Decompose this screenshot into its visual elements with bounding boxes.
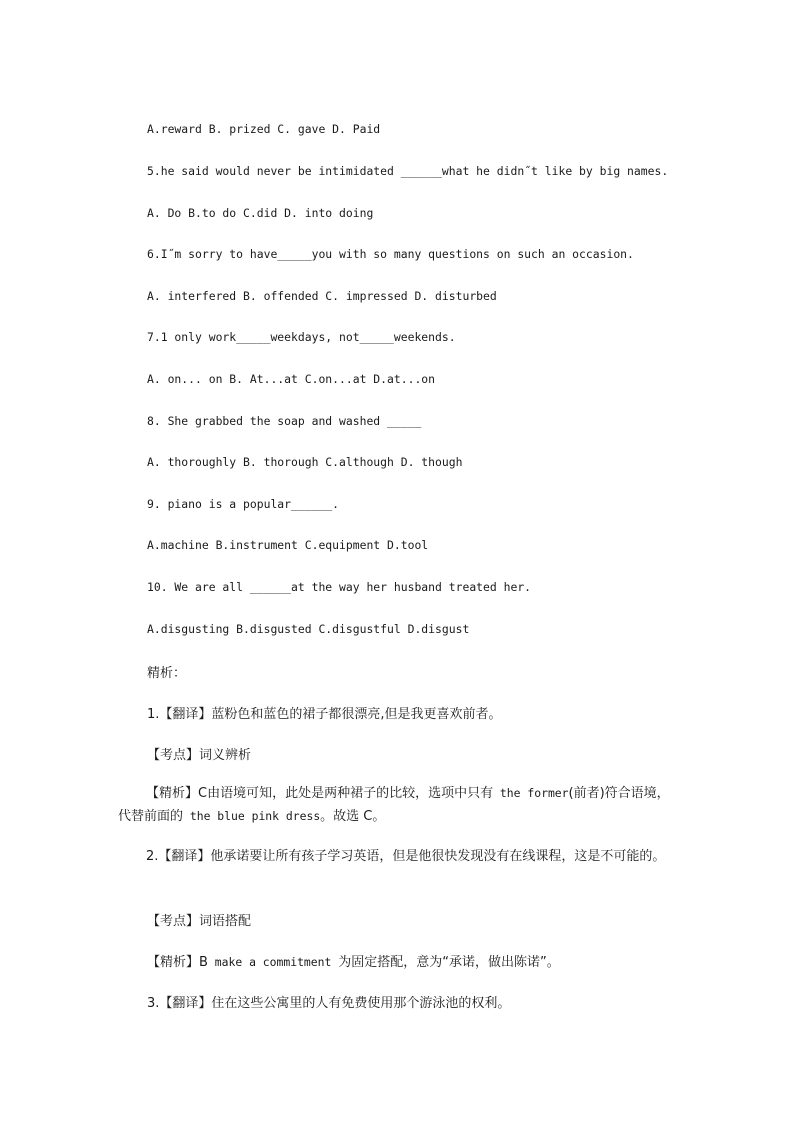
a1-detail-mid: (前者)符合语境，代替前面的 [118, 786, 670, 824]
q6-options: A. interfered B. offended C. impressed D. disturbed [147, 289, 497, 303]
q8-stem: 8. She grabbed the soap and washed _____ [147, 414, 422, 428]
q4-options: A.reward B. prized C. gave D. Paid [147, 122, 381, 136]
a2-detail-en: make a commitment [207, 955, 339, 969]
q6-stem: 6.I˝m sorry to have_____you with so many questions on such an occasion. [147, 247, 634, 261]
a1-translation: 1.【翻译】蓝粉色和蓝色的裙子都很漂亮,但是我更喜欢前者。 [147, 707, 502, 722]
a1-detail-pre: 【精析】C由语境可知，此处是两种裙子的比较，选项中只有 [146, 786, 494, 801]
a3-translation: 3.【翻译】住在这些公寓里的人有免费使用那个游泳池的权利。 [147, 996, 511, 1011]
a1-detail-post: 。故选 C。 [320, 809, 386, 824]
a2-point: 【考点】词语搭配 [147, 914, 252, 929]
a1-point: 【考点】词义辨析 [147, 748, 252, 763]
a1-detail-en1: the former [493, 786, 569, 800]
a2-detail [147, 951, 560, 970]
a2-translation-block [118, 846, 678, 868]
q9-options: A.machine B.instrument C.equipment D.tool [147, 538, 429, 552]
analysis-heading: 精析： [147, 666, 187, 681]
a2-detail-post: 为固定搭配，意为“承诺，做出陈诺”。 [338, 955, 560, 970]
q5-options: A. Do B.to do C.did D. into doing [147, 206, 374, 220]
a1-detail-en2: the blue pink dress [183, 809, 321, 823]
q8-options: A. thoroughly B. thorough C.although D. though [147, 455, 463, 469]
q7-stem: 7.1 only work_____weekdays, not_____weekends. [147, 330, 456, 344]
q9-stem: 9. piano is a popular______. [147, 497, 340, 511]
a1-detail [118, 782, 678, 828]
q5-stem: 5.he said would never be intimidated ______what he didn˝t like by big names. [147, 164, 669, 178]
q10-options: A.disgusting B.disgusted C.disgustful D.disgust [147, 622, 470, 636]
q10-stem: 10. We are all ______at the way her husband treated her. [147, 580, 532, 594]
q7-options: A. on... on B. At...at C.on...at D.at...on [147, 372, 436, 386]
a2-detail-pre: 【精析】B [147, 955, 208, 970]
a2-translation: 2.【翻译】他承诺要让所有孩子学习英语，但是他很快发现没有在线课程，这是不可能的。 [146, 849, 666, 864]
